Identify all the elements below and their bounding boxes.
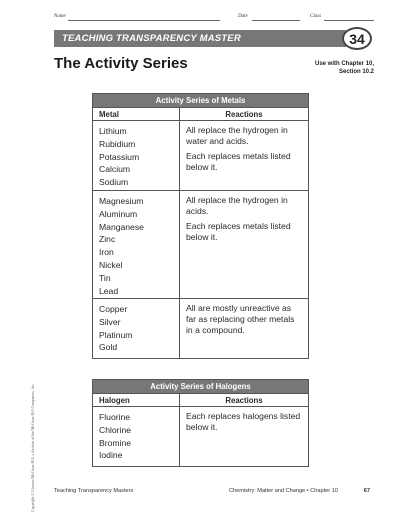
reaction-text: Each replaces halogens listed below it.	[186, 411, 301, 432]
reaction-text: All replace the hydrogen in acids.	[186, 195, 288, 216]
halogen-group-cell	[93, 407, 180, 467]
list-item: Fluorine	[99, 412, 131, 422]
list-item: Tin	[99, 272, 111, 283]
banner-text: TEACHING TRANSPARENCY MASTER	[62, 33, 241, 44]
list-item: Copper	[99, 304, 128, 314]
reactions-column-header: Reactions	[180, 108, 309, 121]
list-item: Iron	[99, 247, 114, 258]
page-title: The Activity Series	[54, 55, 188, 72]
footer-book: Chemistry: Matter and Change • Chapter 10	[229, 488, 338, 494]
reactions-cell	[180, 191, 309, 299]
list-item: Iodine	[99, 450, 123, 461]
list-item: Chlorine	[99, 424, 132, 435]
list-item: Calcium	[99, 164, 131, 175]
metals-activity-table	[92, 93, 309, 359]
list-item: Silver	[99, 316, 121, 327]
use-with-line-1: Use with Chapter 10,	[314, 61, 374, 67]
list-item: Manganese	[99, 221, 144, 232]
list-item: Lithium	[99, 126, 127, 136]
reaction-text: Each replaces metals listed below it.	[186, 221, 291, 242]
class-label: Class	[310, 14, 322, 19]
metals-table-caption: Activity Series of Metals	[93, 94, 309, 108]
halogens-table-caption: Activity Series of Halogens	[93, 380, 309, 394]
reactions-column-header: Reactions	[180, 394, 309, 407]
table-row	[93, 191, 309, 299]
page-number: 67	[363, 488, 370, 494]
halogen-column-header: Halogen	[93, 394, 180, 407]
metal-group-cell	[93, 121, 180, 191]
list-item: Sodium	[99, 177, 129, 188]
footer-source: Teaching Transparency Masters	[54, 488, 134, 494]
date-line	[252, 20, 300, 21]
list-item: Magnesium	[99, 196, 144, 206]
list-item: Rubidium	[99, 138, 136, 149]
reactions-cell	[180, 407, 309, 467]
list-item: Platinum	[99, 329, 133, 340]
metal-group-cell	[93, 191, 180, 299]
table-row	[93, 299, 309, 359]
reactions-cell	[180, 121, 309, 191]
list-item: Potassium	[99, 151, 140, 162]
list-item: Gold	[99, 342, 118, 353]
reactions-cell	[180, 299, 309, 359]
page-footer	[54, 488, 374, 498]
name-label: Name	[54, 14, 66, 19]
table-row	[93, 121, 309, 191]
list-item: Nickel	[99, 259, 123, 270]
reaction-text: All are mostly unreactive as far as replacing other metals in a compound.	[186, 303, 295, 335]
metal-column-header: Metal	[93, 108, 180, 121]
table-row	[93, 407, 309, 467]
transparency-banner	[54, 30, 346, 47]
list-item: Aluminum	[99, 208, 138, 219]
use-with-note	[315, 61, 374, 76]
list-item: Bromine	[99, 437, 131, 448]
class-line	[324, 20, 374, 21]
use-with-line-2: Section 10.2	[338, 68, 374, 75]
transparency-number-badge: 34	[342, 27, 372, 50]
reaction-text: Each replaces metals listed below it.	[186, 151, 291, 172]
date-label: Date	[238, 14, 248, 19]
list-item: Lead	[99, 285, 119, 296]
copyright-notice: Copyright © Glencoe/McGraw-Hill, a division of the McGraw-Hill Companies, Inc.	[31, 383, 35, 512]
student-info-row	[54, 14, 374, 22]
metal-group-cell	[93, 299, 180, 359]
list-item: Zinc	[99, 234, 116, 245]
halogens-activity-table	[92, 379, 309, 467]
reaction-text: All replace the hydrogen in water and acids.	[186, 125, 288, 146]
name-line	[68, 20, 220, 21]
